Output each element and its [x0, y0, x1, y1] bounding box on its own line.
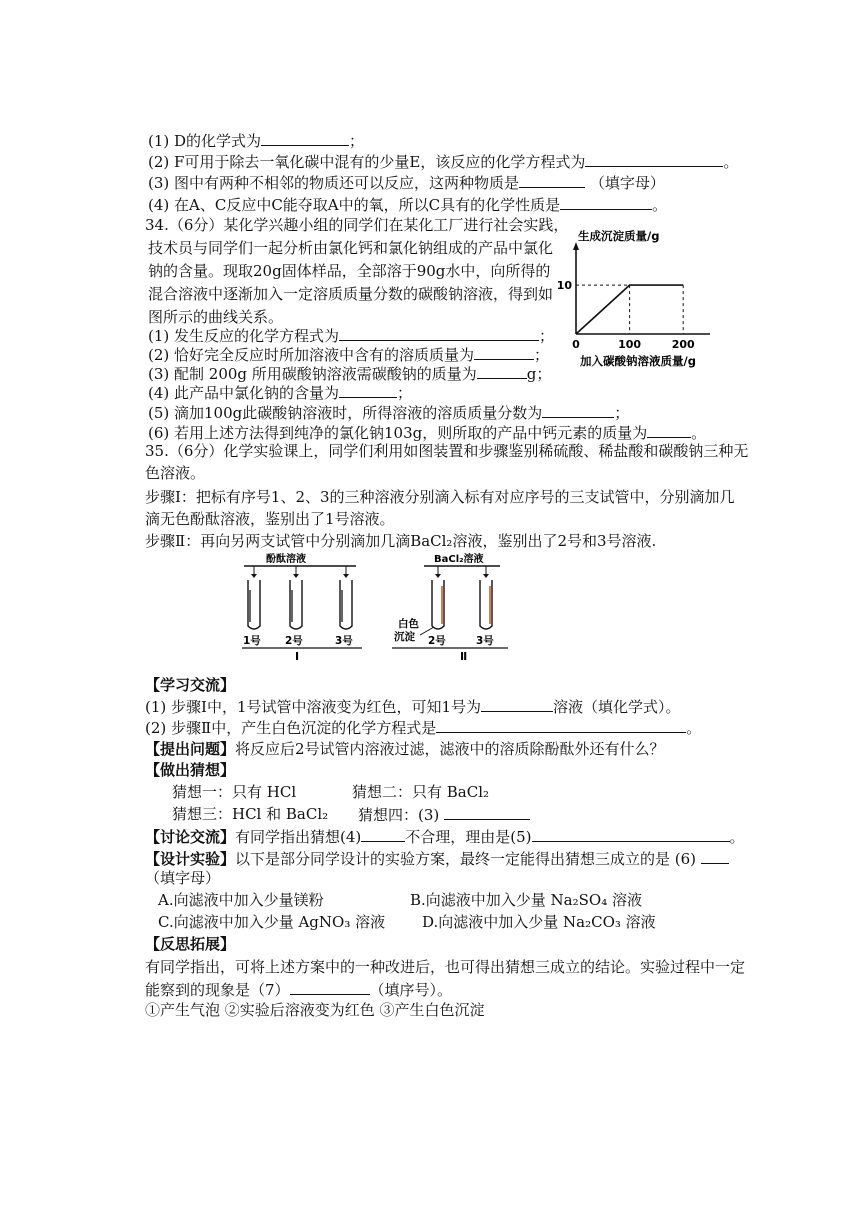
- guess-3: 猜想三：HCl 和 BaCl₂: [172, 805, 329, 823]
- answer-blank[interactable]: [701, 849, 729, 864]
- learn-1: (1) 步骤Ⅰ中，1号试管中溶液变为红色，可知1号为 溶液（填化学式）。: [145, 698, 681, 716]
- tube-3b: [480, 566, 492, 629]
- x-tick-label: 200: [671, 338, 695, 351]
- tube-label-3: 3号: [335, 635, 353, 647]
- heading-reflect: 【反思拓展】: [145, 935, 236, 953]
- q34-intro-2: 技术员与同学们一起分析由氯化钙和氯化钠组成的产品中氯化: [148, 239, 554, 257]
- tube-1: [248, 566, 260, 629]
- q34-intro-3: 钠的含量。现取20g固体样品，全部溶于90g水中，向所得的: [148, 262, 551, 280]
- guess-2: 猜想二：只有 BaCl₂: [352, 783, 490, 801]
- tube-label-3b: 3号: [476, 635, 494, 647]
- q34-part-5: (5) 滴加100g此碳酸钠溶液时，所得溶液的溶质质量分数为 ；: [148, 404, 630, 422]
- chart-xlabel: 加入碳酸钠溶液质量/g: [580, 354, 696, 368]
- answer-blank[interactable]: [481, 697, 553, 712]
- test-tube-figure: [238, 552, 518, 668]
- design-line-2: （填字母）: [145, 869, 221, 887]
- tube-label-2: 2号: [285, 635, 303, 647]
- option-c: C.向滤液中加入少量 AgNO₃ 溶液: [158, 913, 386, 931]
- reflect-2: 能察到的现象是（7） （填序号）。: [145, 981, 453, 999]
- q34-part-2: (2) 恰好完全反应时所加溶液中含有的溶质质量为 ；: [148, 346, 550, 364]
- q35-intro-1: 35.（6分）化学实验课上，同学们利用如图装置和步骤鉴别稀硫酸、稀盐酸和碳酸钠三种无: [145, 442, 749, 460]
- tube-3: [340, 566, 352, 629]
- phenomena-options: ①产生气泡 ②实验后溶液变为红色 ③产生白色沉淀: [145, 1001, 485, 1019]
- learn-2: (2) 步骤Ⅱ中，产生白色沉淀的化学方程式是 。: [145, 719, 702, 737]
- tube-2: [290, 566, 302, 629]
- answer-blank[interactable]: [519, 173, 585, 188]
- q33-line-2: (2) F可用于除去一氧化碳中混有的少量E，该反应的化学方程式为 。: [148, 153, 739, 171]
- q35-step1-a: 步骤Ⅰ：把标有序号1、2、3的三种溶液分别滴入标有对应序号的三支试管中，分别滴加几: [145, 488, 735, 506]
- chart-ylabel: 生成沉淀质量/g: [578, 229, 660, 243]
- design-line: 【设计实验】以下是部分同学设计的实验方案，最终一定能得出猜想三成立的是 (6): [145, 849, 729, 868]
- question-line: 【提出问题】将反应后2号试管内溶液过滤，滤液中的溶质除酚酞外还有什么？: [145, 740, 665, 758]
- discuss-line: 【讨论交流】有同学指出猜想(4) 不合理，理由是(5) 。: [145, 828, 745, 846]
- q34-part-4: (4) 此产品中氯化钠的含量为 ；: [148, 384, 413, 402]
- q33-line-3: (3) 图中有两种不相邻的物质还可以反应，这两种物质是 （填字母）: [148, 174, 665, 192]
- heading-learning: 【学习交流】: [145, 676, 236, 694]
- q35-intro-2: 色溶液。: [145, 464, 206, 482]
- option-a: A.向滤液中加入少量镁粉: [158, 891, 324, 909]
- answer-blank[interactable]: [361, 827, 405, 842]
- q34-intro-4: 混合溶液中逐渐加入一定溶质质量分数的碳酸钠溶液，得到如: [148, 285, 554, 303]
- answer-blank[interactable]: [444, 805, 530, 820]
- precipitate-label-2: 沉淀: [394, 631, 415, 643]
- q34-part-6: (6) 若用上述方法得到纯净的氯化钠103g，则所取的产品中钙元素的质量为 。: [148, 424, 707, 442]
- answer-blank[interactable]: [560, 195, 652, 210]
- answer-blank[interactable]: [647, 423, 691, 438]
- answer-blank[interactable]: [532, 827, 730, 842]
- figure-roman-1: Ⅰ: [295, 650, 300, 663]
- q33-line-4: (4) 在A、C反应中C能夺取A中的氧，所以C具有的化学性质是 。: [148, 196, 668, 214]
- answer-blank[interactable]: [436, 718, 686, 733]
- q35-step2: 步骤Ⅱ：再向另两支试管中分别滴加几滴BaCl₂溶液，鉴别出了2号和3号溶液.: [145, 532, 657, 550]
- figure-roman-2: Ⅱ: [460, 650, 468, 663]
- precipitate-chart: [556, 222, 720, 372]
- answer-blank[interactable]: [339, 326, 539, 341]
- bacl2-label: BaCl₂溶液: [434, 554, 484, 565]
- q35-step1-b: 滴无色酚酞溶液，鉴别出了1号溶液。: [145, 510, 395, 528]
- q34-intro-1: 34.（6分）某化学兴趣小组的同学们在某化工厂进行社会实践，: [145, 216, 569, 234]
- q34-part-3: (3) 配制 200g 所用碳酸钠溶液需碳酸钠的质量为 g；: [148, 365, 552, 383]
- answer-blank[interactable]: [261, 131, 349, 146]
- answer-blank[interactable]: [585, 152, 723, 167]
- guess-1: 猜想一：只有 HCl: [172, 783, 297, 801]
- option-d: D.向滤液中加入少量 Na₂CO₃ 溶液: [422, 913, 656, 931]
- answer-blank[interactable]: [474, 345, 534, 360]
- y-axis-arrow: [573, 242, 579, 250]
- tube-2b: [432, 566, 444, 629]
- y-tick-label: 10: [556, 279, 572, 293]
- q34-part-1: (1) 发生反应的化学方程式为 ；: [148, 327, 555, 345]
- precipitate-label-1: 白色: [398, 618, 419, 630]
- phenolphthalein-label: 酚酞溶液: [266, 554, 306, 565]
- guess-4: 猜想四：(3): [358, 805, 530, 824]
- option-b: B.向滤液中加入少量 Na₂SO₄ 溶液: [410, 891, 642, 909]
- tube-label-1: 1号: [243, 635, 261, 647]
- tube-label-2b: 2号: [428, 635, 446, 647]
- heading-guess: 【做出猜想】: [145, 761, 236, 779]
- answer-blank[interactable]: [542, 403, 614, 418]
- answer-blank[interactable]: [290, 980, 370, 995]
- precipitate-pointer: [420, 627, 434, 635]
- answer-blank[interactable]: [477, 364, 527, 379]
- x-tick-label: 100: [618, 338, 642, 351]
- q34-intro-5: 图所示的曲线关系。: [148, 308, 284, 326]
- reflect-1: 有同学指出，可将上述方案中的一种改进后，也可得出猜想三成立的结论。实验过程中一定: [145, 958, 746, 976]
- x-tick-label: 0: [572, 338, 580, 351]
- answer-blank[interactable]: [339, 383, 397, 398]
- q33-line-1: (1) D的化学式为 ；: [148, 132, 365, 150]
